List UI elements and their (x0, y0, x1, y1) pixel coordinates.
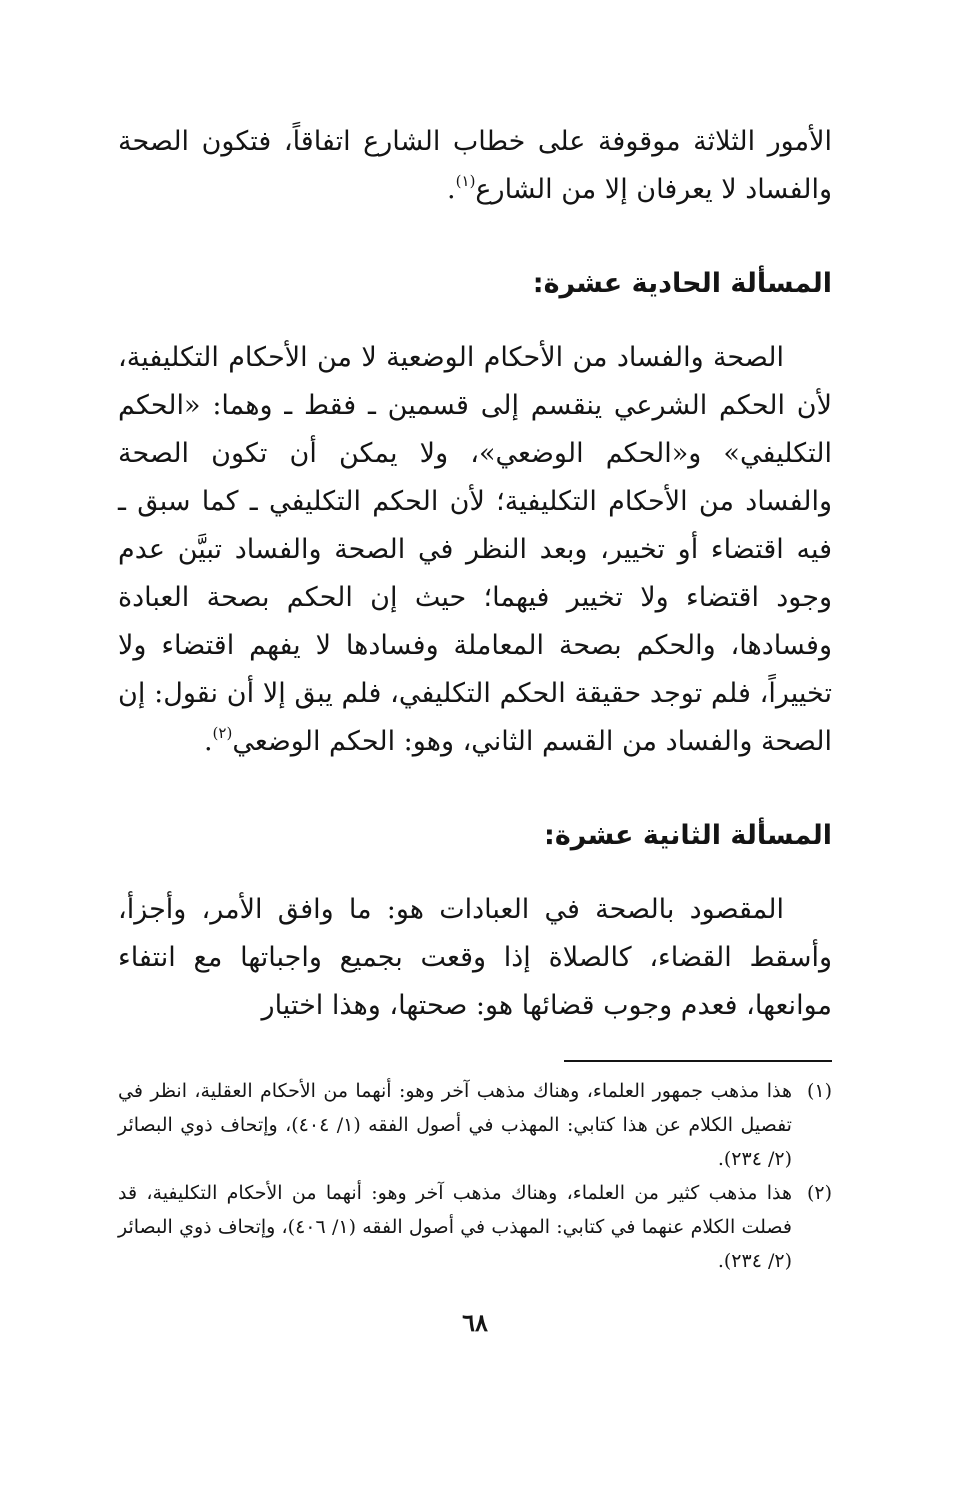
footnote-divider (564, 1060, 832, 1062)
spacer (118, 214, 832, 260)
footnote-ref-1: (١) (455, 172, 476, 190)
footnote-2-number: (٢) (806, 1182, 832, 1204)
spacer (118, 766, 832, 812)
section-11-paragraph (118, 334, 832, 766)
section-12-paragraph (118, 886, 832, 1030)
page-number: ٦٨ (462, 1308, 488, 1337)
continuation-text: الأمور الثلاثة موقوفة على خطاب الشارع اتفاقاً، فتكون الصحة والفساد لا يعرفان إلا من الشارع (118, 126, 832, 205)
footnote-1-text: هذا مذهب جمهور العلماء، وهناك مذهب آخر وهو: أنهما من الأحكام العقلية، انظر في تفصيل الكلام عن هذا كتابي: المهذب في أصول الفقه (١/ ٤٠٤)، وإتحاف ذوي البصائر (٢/ ٢٣٤). (118, 1080, 792, 1170)
section-11-heading: المسألة الحادية عشرة: (532, 268, 832, 299)
footnote-ref-2: (٢) (212, 724, 233, 742)
section-12-text: المقصود بالصحة في العبادات هو: ما وافق الأمر، وأجزأ، وأسقط القضاء، كالصلاة إذا وقعت بجميع واجباتها مع انتفاء موانعها، فعدم وجوب قضائها هو: صحتها، وهذا اختيار (118, 894, 832, 1021)
book-page (118, 118, 832, 1458)
footnote-1 (118, 1074, 832, 1176)
continuation-paragraph (118, 118, 832, 214)
footnote-2-text: هذا مذهب كثير من العلماء، وهناك مذهب آخر وهو: أنهما من الأحكام التكليفية، قد فصلت الكلام عنهما في كتابي: المهذب في أصول الفقه (١/ ٤٠٦)، وإتحاف ذوي البصائر (٢/ ٢٣٤). (118, 1182, 792, 1272)
spacer (118, 308, 832, 334)
section-11-text: الصحة والفساد من الأحكام الوضعية لا من الأحكام التكليفية، لأن الحكم الشرعي ينقسم إلى قسمين ـ فقط ـ وهما: «الحكم التكليفي» و«الحكم الوضعي»، ولا يمكن أن تكون الصحة والفساد من الأحكام التكليفية؛ لأن الحكم التكليفي ـ كما سبق ـ فيه اقتضاء أو تخيير، وبعد النظر في الصحة والفساد تبيَّن عدم وجود اقتضاء ولا تخيير فيهما؛ حيث إن الحكم بصحة العبادة وفسادها، والحكم بصحة المعاملة وفسادها لا يفهم اقتضاء ولا تخييراً، فلم توجد حقيقة الحكم التكليفي، فلم يبق إلا أن نقول: إن الصحة والفساد من القسم الثاني، وهو: الحكم الوضعي (118, 342, 832, 757)
spacer (118, 860, 832, 886)
section-12-heading: المسألة الثانية عشرة: (544, 820, 832, 851)
continuation-end: . (447, 174, 456, 205)
footnote-2 (118, 1176, 832, 1278)
section-11-end: . (203, 726, 213, 757)
footnote-1-number: (١) (806, 1080, 832, 1102)
